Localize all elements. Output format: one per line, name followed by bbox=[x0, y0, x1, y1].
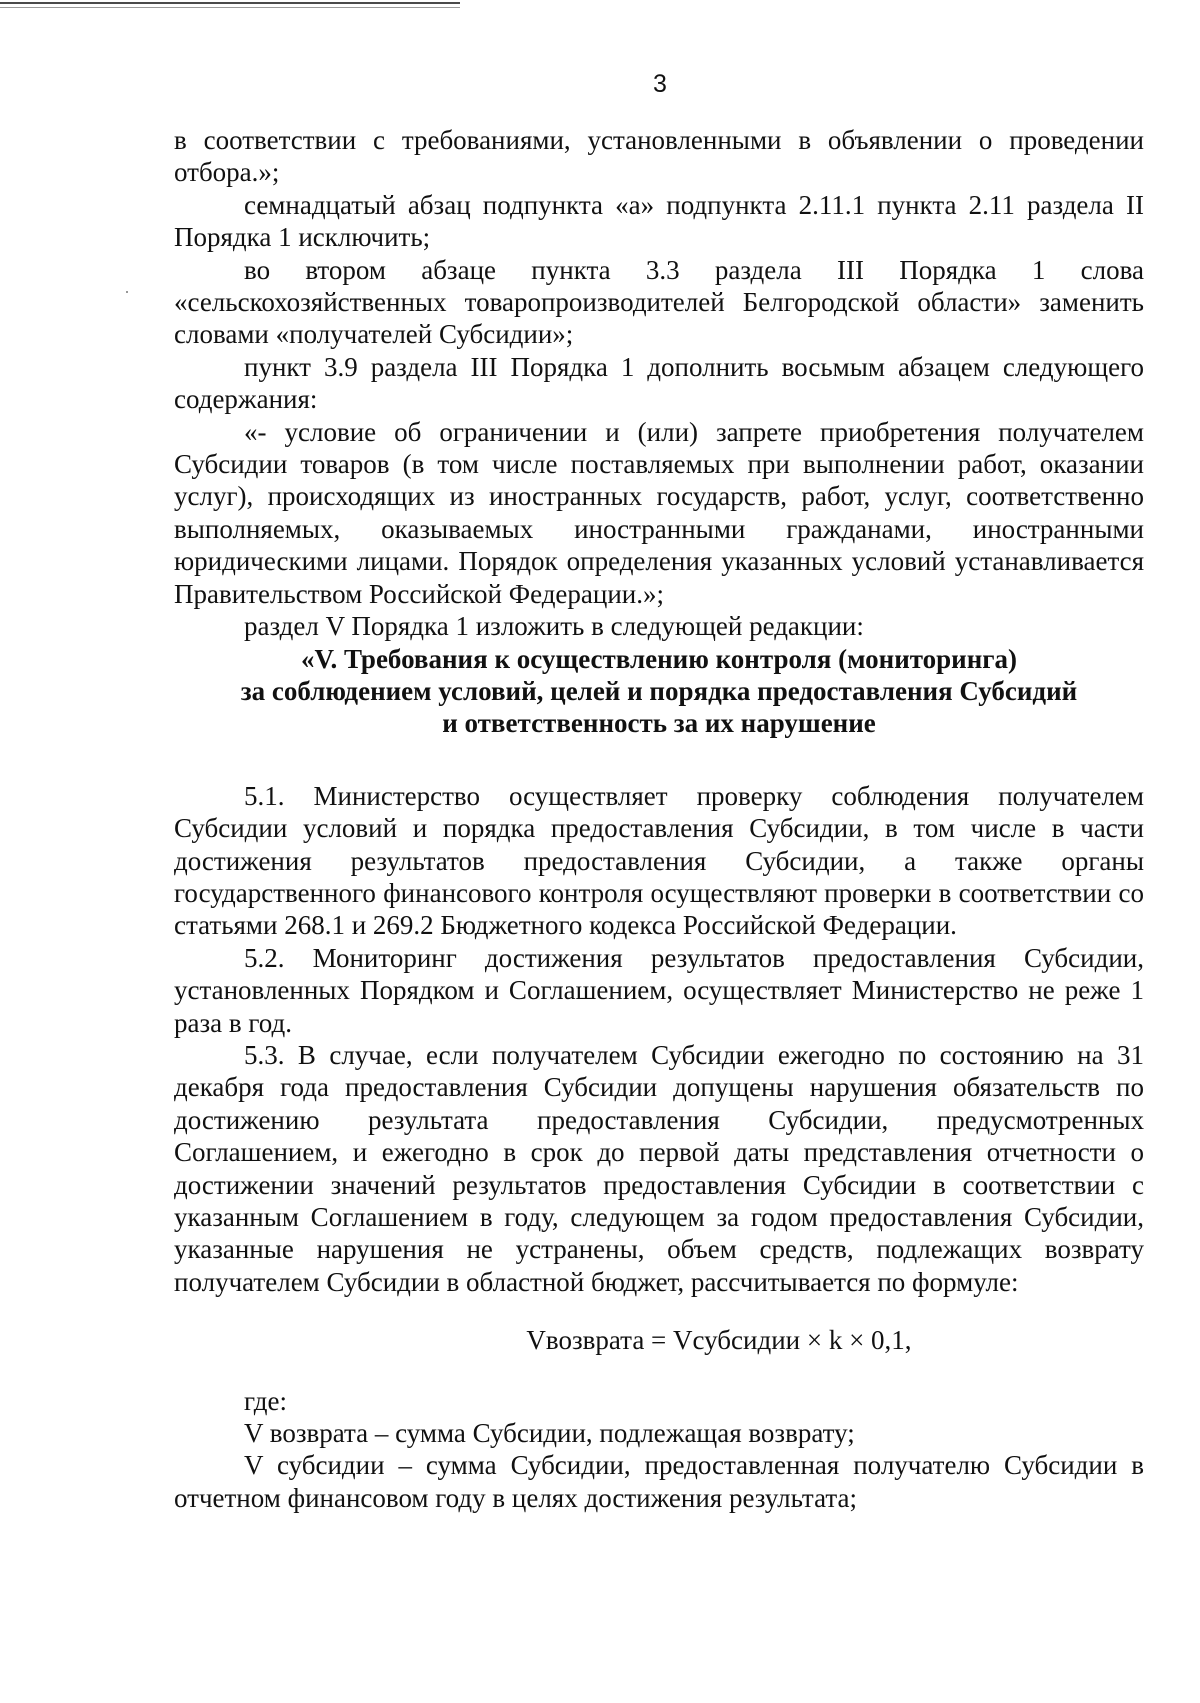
section-heading bbox=[174, 643, 1144, 740]
definition-v-return: V возврата – сумма Субсидии, подлежащая возврату; bbox=[244, 1418, 855, 1449]
section-heading-line-1: «V. Требования к осуществлению контроля (мониторинга) bbox=[300, 643, 1018, 674]
clause-5-1: 5.1. Министерство осуществляет проверку соблюдения получателем Субсидии условий и порядка предоставления Субсидии, в том числе в части достижения результатов предоставления Субсидии, а также органы государственного финансового контроля осуществляют проверки в соответствии со статьями 268.1 и 269.2 Бюджетного кодекса Российской Федерации. bbox=[174, 780, 1144, 941]
definition-where: где: bbox=[244, 1385, 287, 1416]
paragraph-amendment-2-11: семнадцатый абзац подпункта «а» подпункта 2.11.1 пункта 2.11 раздела II Порядка 1 исключить; bbox=[174, 189, 1144, 253]
paragraph-quoted-condition: «- условие об ограничении и (или) запрете приобретения получателем Субсидии товаров (в том числе поставляемых при выполнении работ, оказании услуг), происходящих из иностранных государств, работ, услуг, соответственно выполняемых, оказываемых иностранными гражданами, иностранными юридическими лицами. Порядок определения указанных условий устанавливается Правительством Российской Федерации.»; bbox=[174, 416, 1144, 609]
clause-5-3: 5.3. В случае, если получателем Субсидии ежегодно по состоянию на 31 декабря года предоставления Субсидии допущены нарушения обязательств по достижению результата предоставления Субсидии, предусмотренных Соглашением, и ежегодно в срок до первой даты представления отчетности о достижении значений результатов предоставления Субсидии в соответствии с указанным Соглашением в году, следующем за годом предоставления Субсидии, указанные нарушения не устранены, объем средств, подлежащих возврату получателем Субсидии в областной бюджет, рассчитывается по формуле: bbox=[174, 1039, 1144, 1297]
document-body bbox=[174, 124, 1144, 1514]
paragraph-amendment-3-9: пункт 3.9 раздела III Порядка 1 дополнить восьмым абзацем следующего содержания: bbox=[174, 351, 1144, 415]
definition-v-subsidy: V субсидии – сумма Субсидии, предоставленная получателю Субсидии в отчетном финансовом году в целях достижения результата; bbox=[174, 1450, 1144, 1513]
section-heading-line-2: за соблюдением условий, целей и порядка предоставления Субсидий bbox=[240, 675, 1078, 706]
paragraph-continuation: в соответствии с требованиями, установленными в объявлении о проведении отбора.»; bbox=[174, 125, 1144, 188]
clause-5-2: 5.2. Мониторинг достижения результатов предоставления Субсидии, установленных Порядком и Соглашением, осуществляет Министерство не реже 1 раза в год. bbox=[174, 942, 1144, 1038]
scan-edge-line-secondary bbox=[0, 7, 460, 8]
formula: Vвозврата = Vсубсидии × k × 0,1, bbox=[526, 1325, 912, 1356]
heading-spacer bbox=[174, 740, 1144, 780]
paragraph-section-v-intro: раздел V Порядка 1 изложить в следующей редакции: bbox=[244, 611, 864, 642]
section-heading-line-3: и ответственность за их нарушение bbox=[442, 708, 876, 739]
page-number: 3 bbox=[653, 70, 667, 98]
scan-speck bbox=[126, 291, 128, 293]
scan-edge-line bbox=[0, 2, 460, 4]
paragraph-amendment-3-3: во втором абзаце пункта 3.3 раздела III Порядка 1 слова «сельскохозяйственных товаропроизводителей Белгородской области» заменить словами «получателей Субсидии»; bbox=[174, 254, 1144, 350]
